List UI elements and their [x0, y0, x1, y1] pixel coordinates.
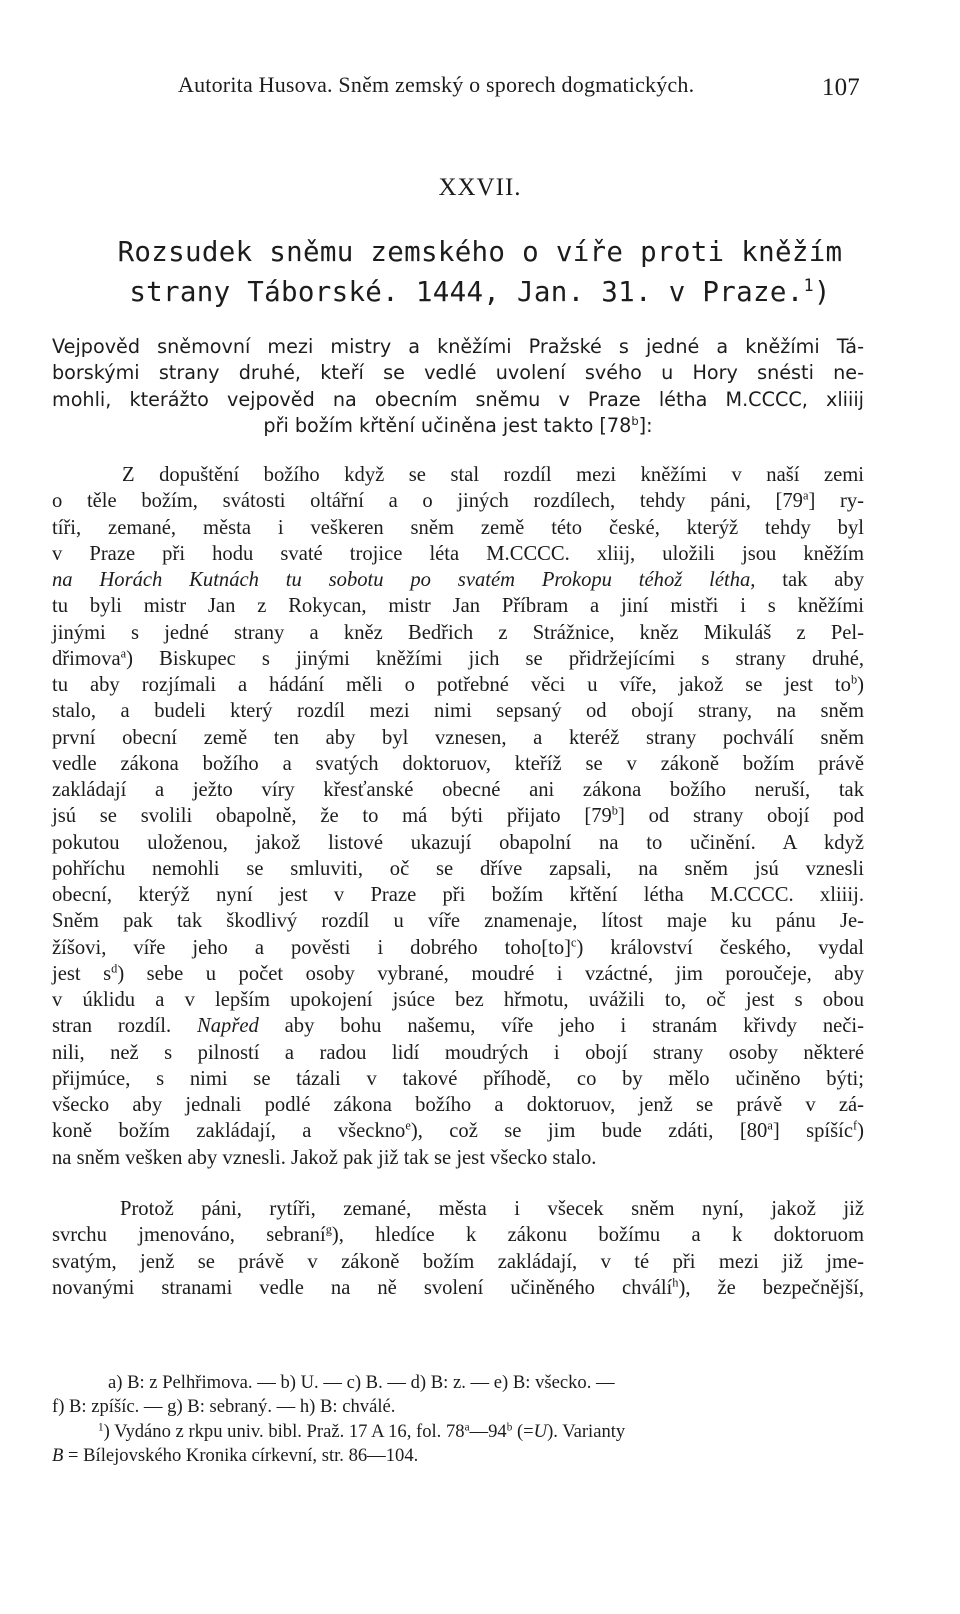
footnote-line: f) B: zpíšíc. — g) B: sebraný. — h) B: chválé.	[52, 1396, 396, 1418]
text-line: svatým, jenž se právě v zákoně božím zakládají, v té při mezi již jme-	[52, 1250, 864, 1273]
text-line: žíšovi, víře jeho a pověsti i dobrého toho[to]$^c$) království českého, vydal	[52, 935, 864, 959]
text-line: všecko aby jednali podlé zákona božího a doktoruov, jenž se právě v zá-	[52, 1094, 864, 1116]
heading-footnote-mark: 1	[803, 276, 814, 296]
text-line: první obecní země ten aby byl vznesen, a kteréž strany pochválí sněm	[52, 726, 864, 749]
intro-line: při božím křtění učiněna jest takto [78$^b$]:	[263, 413, 653, 437]
text-line: obecní, kterýž nyní jest v Praze při božím křtění létha M.CCCC. xliiij.	[52, 884, 864, 906]
document-heading	[40, 232, 920, 312]
text-line: Protož páni, rytíři, zemané, města i všecek sněm nyní, jakož již	[120, 1198, 864, 1220]
text-line: jsú se svolili obapolně, že to má býti přijato [79$^b$] od strany obojí pod	[52, 803, 864, 828]
footnote-line: B = Bílejovského Kronika církevní, str. 86—104.	[52, 1444, 419, 1466]
intro-line: mohli, kterážto vejpověd na obecním sněmu v Praze létha M.CCCC, xliiij	[52, 387, 864, 411]
text-line: dřimova$^a$) Biskupec s jinými kněžími jich se přidržejícími s strany druhé,	[52, 646, 864, 670]
text-line: o těle božím, svátosti oltářní a o jiných rozdílech, tehdy páni, [79$^a$] ry-	[52, 488, 864, 513]
page-number: 107	[821, 74, 860, 101]
text-line: novanými stranami vedle na ně svolení učiněného chválí$^h$), že bezpečnější,	[52, 1275, 864, 1299]
footnotes	[52, 1371, 864, 1468]
heading-line-1: Rozsudek sněmu zemského o víře proti kněžím	[117, 236, 843, 268]
text-line: přijmúce, s nimi se tázali v takové příhodě, co by mělo učiněno býti;	[52, 1067, 864, 1090]
text-line: v úklidu a v lepším upokojení jsúce bez hřmotu, uvážili to, oč jest s obou	[52, 989, 864, 1011]
document-number: XXVII.	[438, 174, 522, 201]
text-line: Z dopuštění božího když se stal rozdíl mezi kněžími v naší zemi	[122, 464, 864, 486]
running-head-title: Autorita Husova. Sněm zemský o sporech dogmatických.	[178, 72, 695, 97]
text-line: svrchu jmenováno, sebraní$^g$), hledíce k zákonu božímu a k doktoruom	[52, 1222, 864, 1247]
paragraph-1	[52, 462, 864, 1171]
text-line: stran rozdíl. Napřed aby bohu našemu, víře jeho i stranám křivdy neči-	[52, 1015, 864, 1038]
text-line: stalo, a budeli který rozdíl mezi nimi sepsaný od obojí strany, na sněm	[52, 700, 864, 723]
footnote-line: $^1$) Vydáno z rkpu univ. bibl. Praž. 17 A 16, fol. 78$^a$—94$^b$ (=U). Varianty	[98, 1420, 626, 1442]
text-line: na Horách Kutnách tu sobotu po svatém Prokopu téhož létha, tak aby	[52, 569, 864, 591]
text-line: koně božím zakládají, a všeckno$^e$), což se jim bude zdáti, [80$^a$] spíšíc$^f$)	[52, 1118, 864, 1143]
text-line: zakládají a ježto víry křesťanské obecné ani zákona božího neruší, tak	[52, 779, 864, 801]
text-line: jest $s^d$) sebe u počet osoby vybrané, moudré i vzáctné, jim poroučeje, aby	[52, 961, 865, 985]
text-line: vedle zákona božího a svatých doktoruov, kteříž se v zákoně božím právě	[52, 752, 864, 775]
text-line: pokutou uloženou, jakož listové ukazují obapolní na to učinění. A když	[52, 831, 864, 854]
footnote-line: a) B: z Pelhřimova. — b) U. — c) B. — d) B: z. — e) B: všecko. —	[108, 1372, 615, 1393]
heading-line-2: strany Táborské. 1444, Jan. 31. v Praze.$^1$)	[129, 276, 831, 308]
text-line: jinými s jedné strany a kněz Bedřich z Strážnice, kněz Mikuláš z Pel-	[52, 621, 864, 644]
text-line: na sněm vešken aby vznesli. Jakož pak již tak se jest všecko stalo.	[52, 1146, 597, 1169]
paragraph-2	[52, 1196, 864, 1301]
text-line: tu aby rozjímali a hádání měli o potřebné věci u víře, jakož se jest $to^b$)	[52, 672, 864, 696]
text-line: pohříchu nemohli se smluviti, oč se dříve zapsali, na sněm jsú vznesli	[52, 857, 864, 880]
text-line: tíři, zemané, města i veškeren sněm země této české, kterýž tehdy byl	[52, 516, 864, 539]
text-line: v Praze při hodu svaté trojice léta M.CCCC. xliij, uložili jsou kněžím	[52, 542, 864, 565]
text-line: tu byli mistr Jan z Rokycan, mistr Jan Příbram a jiní mistři i s kněžími	[52, 595, 864, 618]
text-line: nili, než s pilností a radou lidí moudrých i obojí strany osoby některé	[52, 1041, 864, 1064]
text-line: Sněm pak tak škodlivý rozdíl u víře znamenaje, lítost maje ku pánu Je-	[52, 910, 864, 933]
intro-line: Vejpověd sněmovní mezi mistry a kněžími Pražské s jedné a kněžími Tá-	[52, 335, 864, 358]
intro-line: borskými strany druhé, kteří se vedlé uvolení svého u Hory snésti ne-	[52, 361, 864, 385]
intro-summary	[52, 334, 864, 439]
